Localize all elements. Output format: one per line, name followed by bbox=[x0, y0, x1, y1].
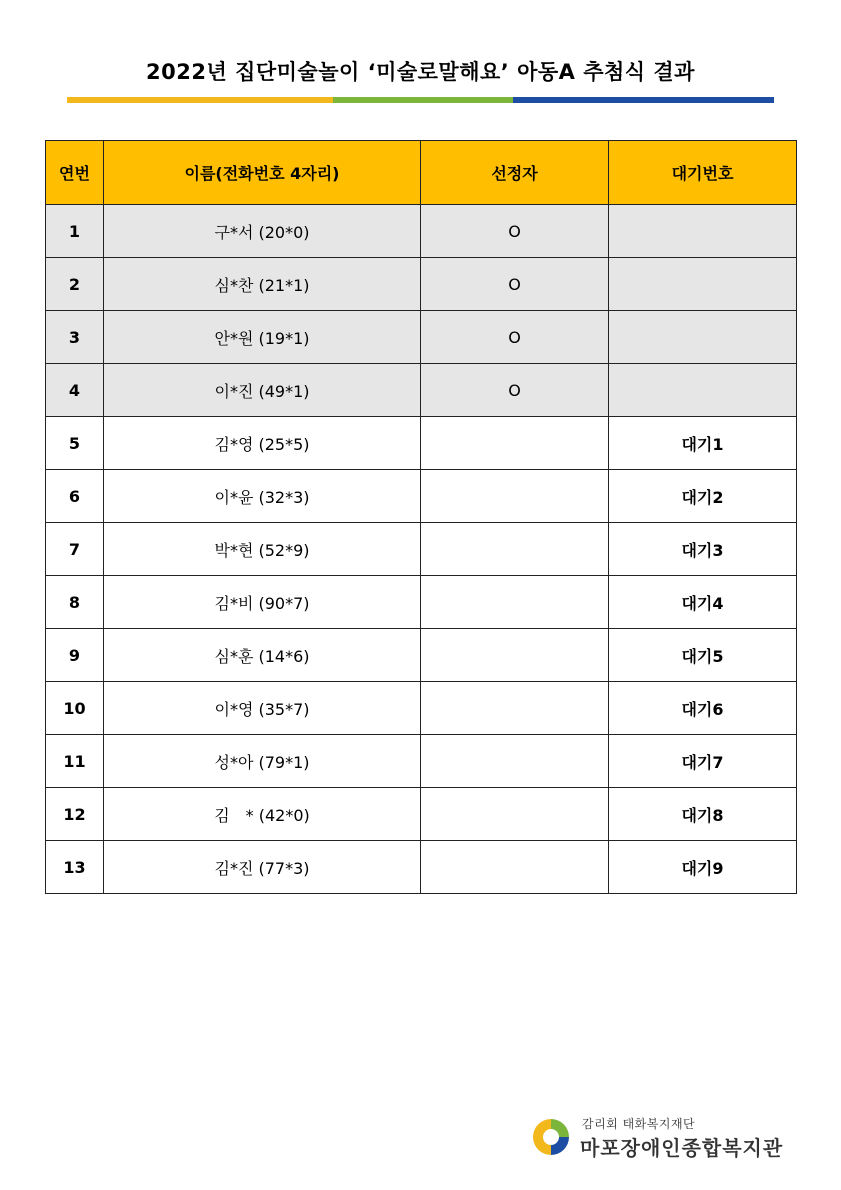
row-number: 13 bbox=[46, 841, 104, 894]
header-name: 이름(전화번호 4자리) bbox=[104, 141, 421, 205]
row-selected-mark: O bbox=[421, 364, 609, 417]
row-number: 4 bbox=[46, 364, 104, 417]
row-waitlist-number bbox=[609, 258, 797, 311]
row-name: 박*현 (52*9) bbox=[104, 523, 421, 576]
table-row bbox=[46, 576, 797, 629]
row-number: 1 bbox=[46, 205, 104, 258]
row-selected-mark bbox=[421, 470, 609, 523]
row-waitlist-number: 대기3 bbox=[609, 523, 797, 576]
row-number: 9 bbox=[46, 629, 104, 682]
row-waitlist-number: 대기8 bbox=[609, 788, 797, 841]
center-name: 마포장애인종합복지관 bbox=[580, 1136, 784, 1160]
header-waitlist: 대기번호 bbox=[609, 141, 797, 205]
table-row bbox=[46, 258, 797, 311]
title-underline-green bbox=[333, 97, 513, 103]
table-row bbox=[46, 788, 797, 841]
row-waitlist-number: 대기7 bbox=[609, 735, 797, 788]
table-row bbox=[46, 523, 797, 576]
row-number: 12 bbox=[46, 788, 104, 841]
table-row bbox=[46, 682, 797, 735]
row-selected-mark bbox=[421, 682, 609, 735]
row-name: 안*원 (19*1) bbox=[104, 311, 421, 364]
row-name: 이*윤 (32*3) bbox=[104, 470, 421, 523]
table-row bbox=[46, 629, 797, 682]
lottery-result-table bbox=[45, 140, 797, 894]
row-waitlist-number: 대기5 bbox=[609, 629, 797, 682]
row-waitlist-number: 대기1 bbox=[609, 417, 797, 470]
header-selected: 선정자 bbox=[421, 141, 609, 205]
row-number: 2 bbox=[46, 258, 104, 311]
foundation-name: 감리회 태화복지재단 bbox=[582, 1117, 696, 1131]
table-row bbox=[46, 735, 797, 788]
table-row bbox=[46, 311, 797, 364]
row-waitlist-number bbox=[609, 364, 797, 417]
row-selected-mark: O bbox=[421, 258, 609, 311]
row-name: 김 * (42*0) bbox=[104, 788, 421, 841]
title-underline-yellow bbox=[67, 97, 333, 103]
row-waitlist-number: 대기4 bbox=[609, 576, 797, 629]
row-waitlist-number: 대기9 bbox=[609, 841, 797, 894]
row-selected-mark bbox=[421, 523, 609, 576]
row-name: 심*찬 (21*1) bbox=[104, 258, 421, 311]
row-name: 김*비 (90*7) bbox=[104, 576, 421, 629]
row-number: 3 bbox=[46, 311, 104, 364]
title-underline-blue bbox=[513, 97, 774, 103]
row-waitlist-number bbox=[609, 311, 797, 364]
row-number: 10 bbox=[46, 682, 104, 735]
row-name: 성*아 (79*1) bbox=[104, 735, 421, 788]
table-header-row bbox=[46, 141, 797, 205]
row-number: 5 bbox=[46, 417, 104, 470]
row-selected-mark bbox=[421, 735, 609, 788]
row-waitlist-number: 대기2 bbox=[609, 470, 797, 523]
row-name: 구*서 (20*0) bbox=[104, 205, 421, 258]
row-name: 이*진 (49*1) bbox=[104, 364, 421, 417]
row-selected-mark bbox=[421, 841, 609, 894]
table-row bbox=[46, 364, 797, 417]
table-row bbox=[46, 841, 797, 894]
row-selected-mark: O bbox=[421, 205, 609, 258]
row-waitlist-number bbox=[609, 205, 797, 258]
page-title: 2022년 집단미술놀이 ‘미술로말해요’ 아동A 추첨식 결과 bbox=[146, 60, 695, 84]
row-selected-mark bbox=[421, 629, 609, 682]
row-selected-mark bbox=[421, 788, 609, 841]
table-row bbox=[46, 417, 797, 470]
header-no: 연번 bbox=[46, 141, 104, 205]
row-name: 심*훈 (14*6) bbox=[104, 629, 421, 682]
row-number: 8 bbox=[46, 576, 104, 629]
table-row bbox=[46, 470, 797, 523]
table-body bbox=[46, 205, 797, 894]
row-selected-mark bbox=[421, 576, 609, 629]
row-number: 11 bbox=[46, 735, 104, 788]
footer-organization bbox=[530, 1112, 810, 1164]
row-name: 김*영 (25*5) bbox=[104, 417, 421, 470]
mapo-welfare-logo-icon bbox=[530, 1116, 572, 1158]
row-name: 김*진 (77*3) bbox=[104, 841, 421, 894]
row-selected-mark: O bbox=[421, 311, 609, 364]
row-number: 6 bbox=[46, 470, 104, 523]
row-waitlist-number: 대기6 bbox=[609, 682, 797, 735]
row-number: 7 bbox=[46, 523, 104, 576]
table-row bbox=[46, 205, 797, 258]
row-selected-mark bbox=[421, 417, 609, 470]
row-name: 이*영 (35*7) bbox=[104, 682, 421, 735]
